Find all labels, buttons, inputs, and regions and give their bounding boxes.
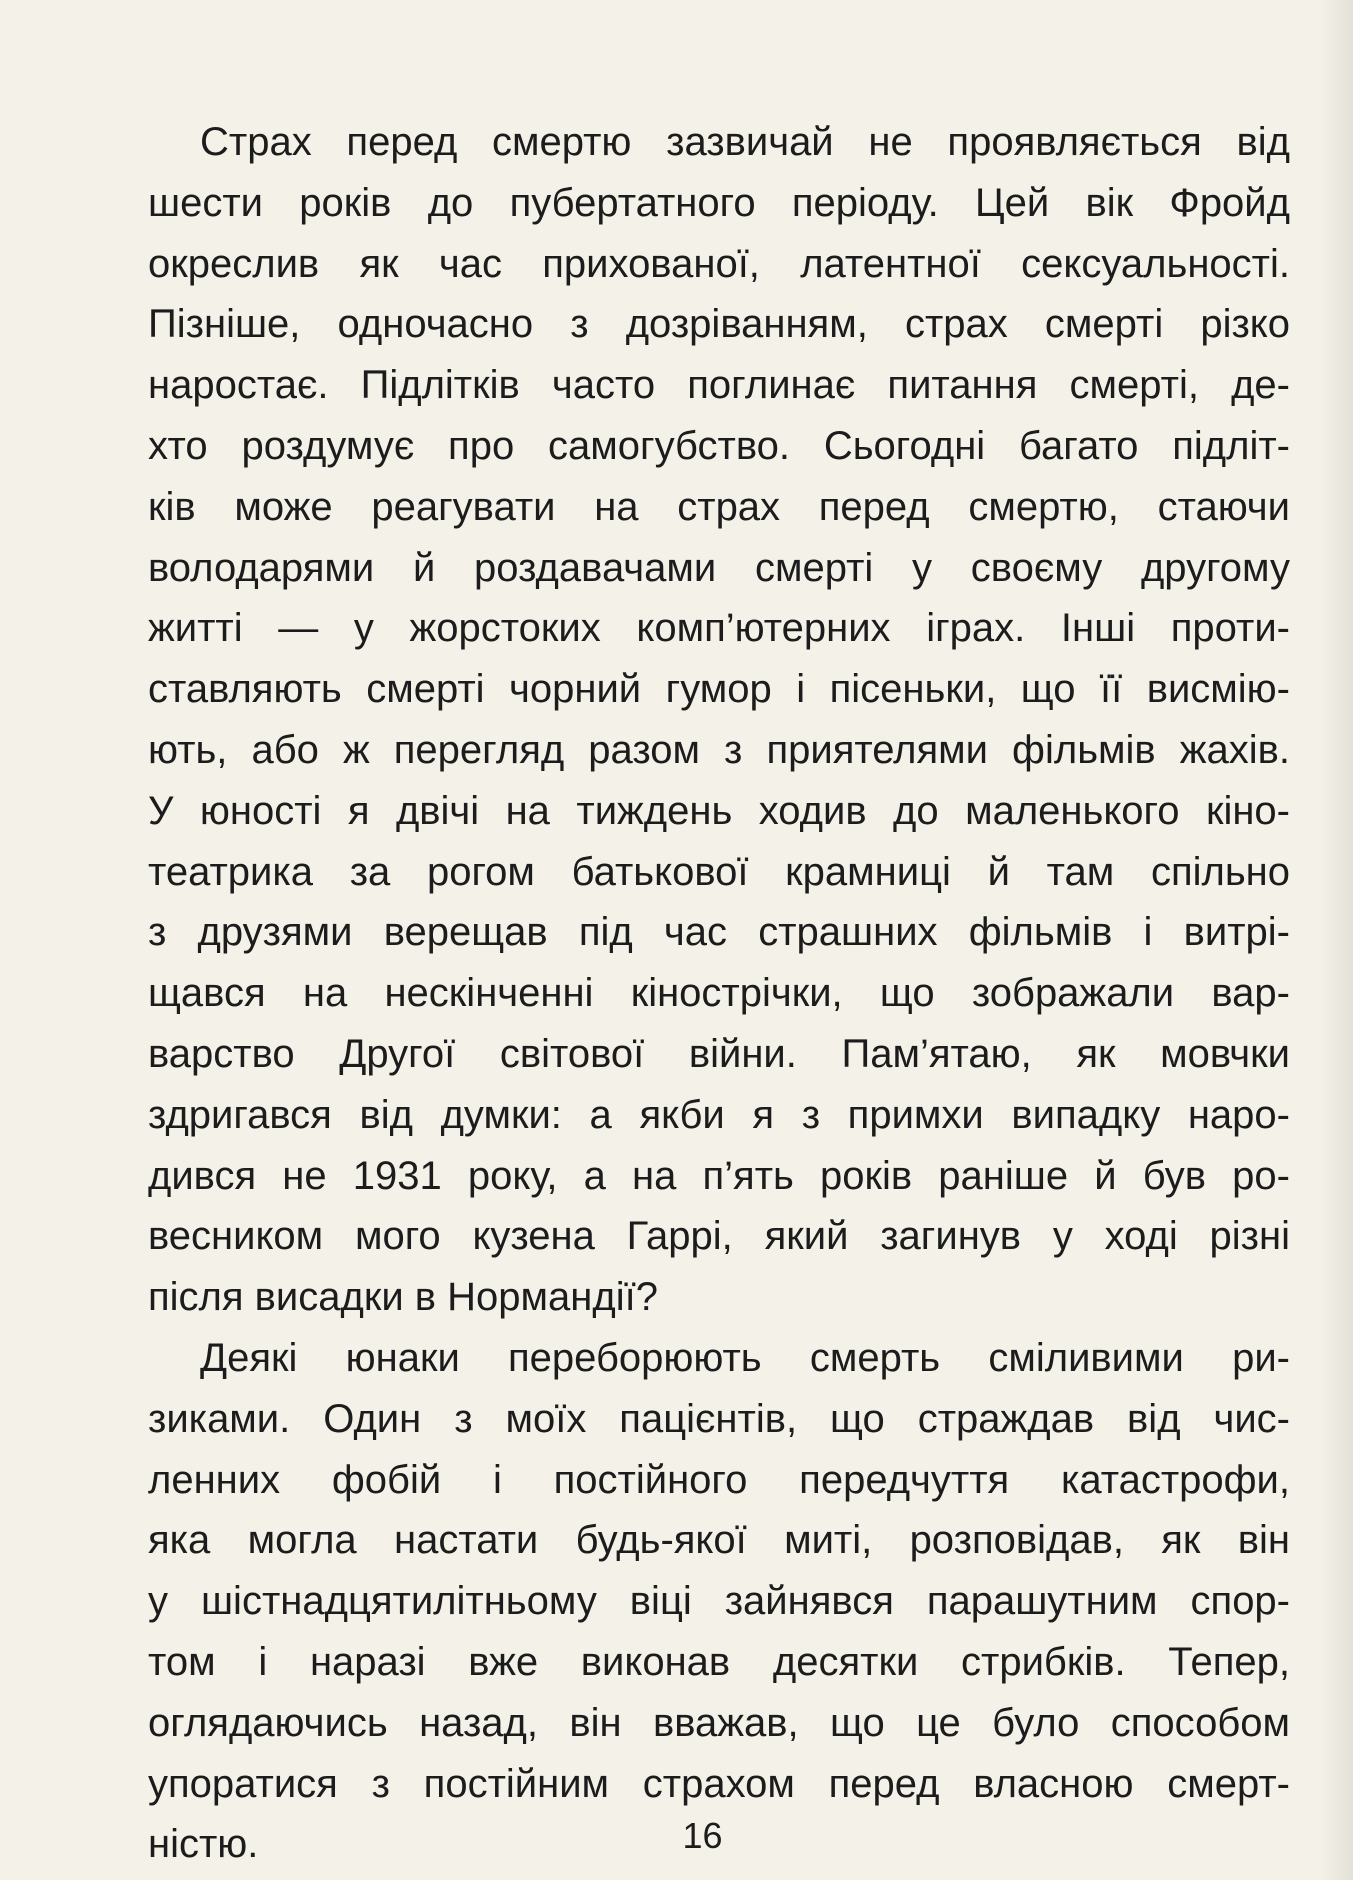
paragraph-line: ків може реагувати на страх перед смертю, стаючи [148, 484, 1290, 529]
paragraph-line: хто роздумує про самогубство. Сьогодні багато підліт- [148, 423, 1290, 468]
paragraph-1 [148, 112, 1290, 1328]
paragraph-line: театрика за рогом батькової крамниці й там спільно [148, 849, 1290, 894]
paragraph-line: ністю. [148, 1822, 259, 1867]
paragraph-line: Деякі юнаки переборюють смерть сміливими ри- [200, 1335, 1290, 1380]
paragraph-line: після висадки в Нормандії? [148, 1275, 658, 1320]
paragraph-line: окреслив як час прихованої, латентної сексуальності. [148, 241, 1290, 286]
paragraph-line: Пізніше, одночасно з дозріванням, страх смерті різко [148, 302, 1290, 347]
paragraph-line: володарями й роздавачами смерті у своєму другому [148, 545, 1290, 590]
paragraph-2 [148, 1328, 1290, 1875]
paragraph-line: ленних фобій і постійного передчуття катастрофи, [148, 1457, 1290, 1502]
paragraph-line: том і наразі вже виконав десятки стрибків. Тепер, [148, 1639, 1290, 1684]
paragraph-line: житті — у жорстоких комп’ютерних іграх. Інші проти- [148, 606, 1290, 651]
paragraph-line: оглядаючись назад, він вважав, що це було способом [148, 1700, 1290, 1745]
paragraph-line: упоратися з постійним страхом перед власною смерт- [148, 1761, 1290, 1806]
paragraph-line: ють, або ж перегляд разом з приятелями фільмів жахів. [148, 727, 1290, 772]
paragraph-line: У юності я двічі на тиждень ходив до маленького кіно- [148, 788, 1290, 833]
paragraph-line: наростає. Підлітків часто поглинає питання смерті, де- [148, 363, 1290, 408]
body-text [148, 112, 1290, 1875]
paragraph-line: у шістнадцятилітньому віці зайнявся парашутним спор- [148, 1579, 1290, 1624]
paragraph-line: з друзями верещав під час страшних фільмів і витрі- [148, 910, 1290, 955]
paragraph-line: щався на нескінченні кінострічки, що зображали вар- [148, 971, 1290, 1016]
paragraph-line: ставляють смерті чорний гумор і пісеньки, що її висмію- [148, 667, 1290, 712]
paragraph-line: варство Другої світової війни. Пам’ятаю, як мовчки [148, 1031, 1290, 1076]
page-number: 16 [682, 1815, 723, 1856]
paragraph-line: весником мого кузена Гаррі, який загинув у ході різні [148, 1214, 1290, 1259]
paragraph-line: яка могла настати будь-якої миті, розповідав, як він [148, 1518, 1290, 1563]
paragraph-line: шести років до пубертатного періоду. Цей вік Фройд [148, 180, 1290, 225]
paragraph-line: дився не 1931 року, а на п’ять років раніше й був ро- [148, 1153, 1290, 1198]
paragraph-line: здригався від думки: а якби я з примхи випадку наро- [148, 1092, 1290, 1137]
paragraph-line: зиками. Один з моїх пацієнтів, що страждав від чис- [148, 1396, 1290, 1441]
paragraph-line: Страх перед смертю зазвичай не проявляється від [200, 120, 1290, 164]
